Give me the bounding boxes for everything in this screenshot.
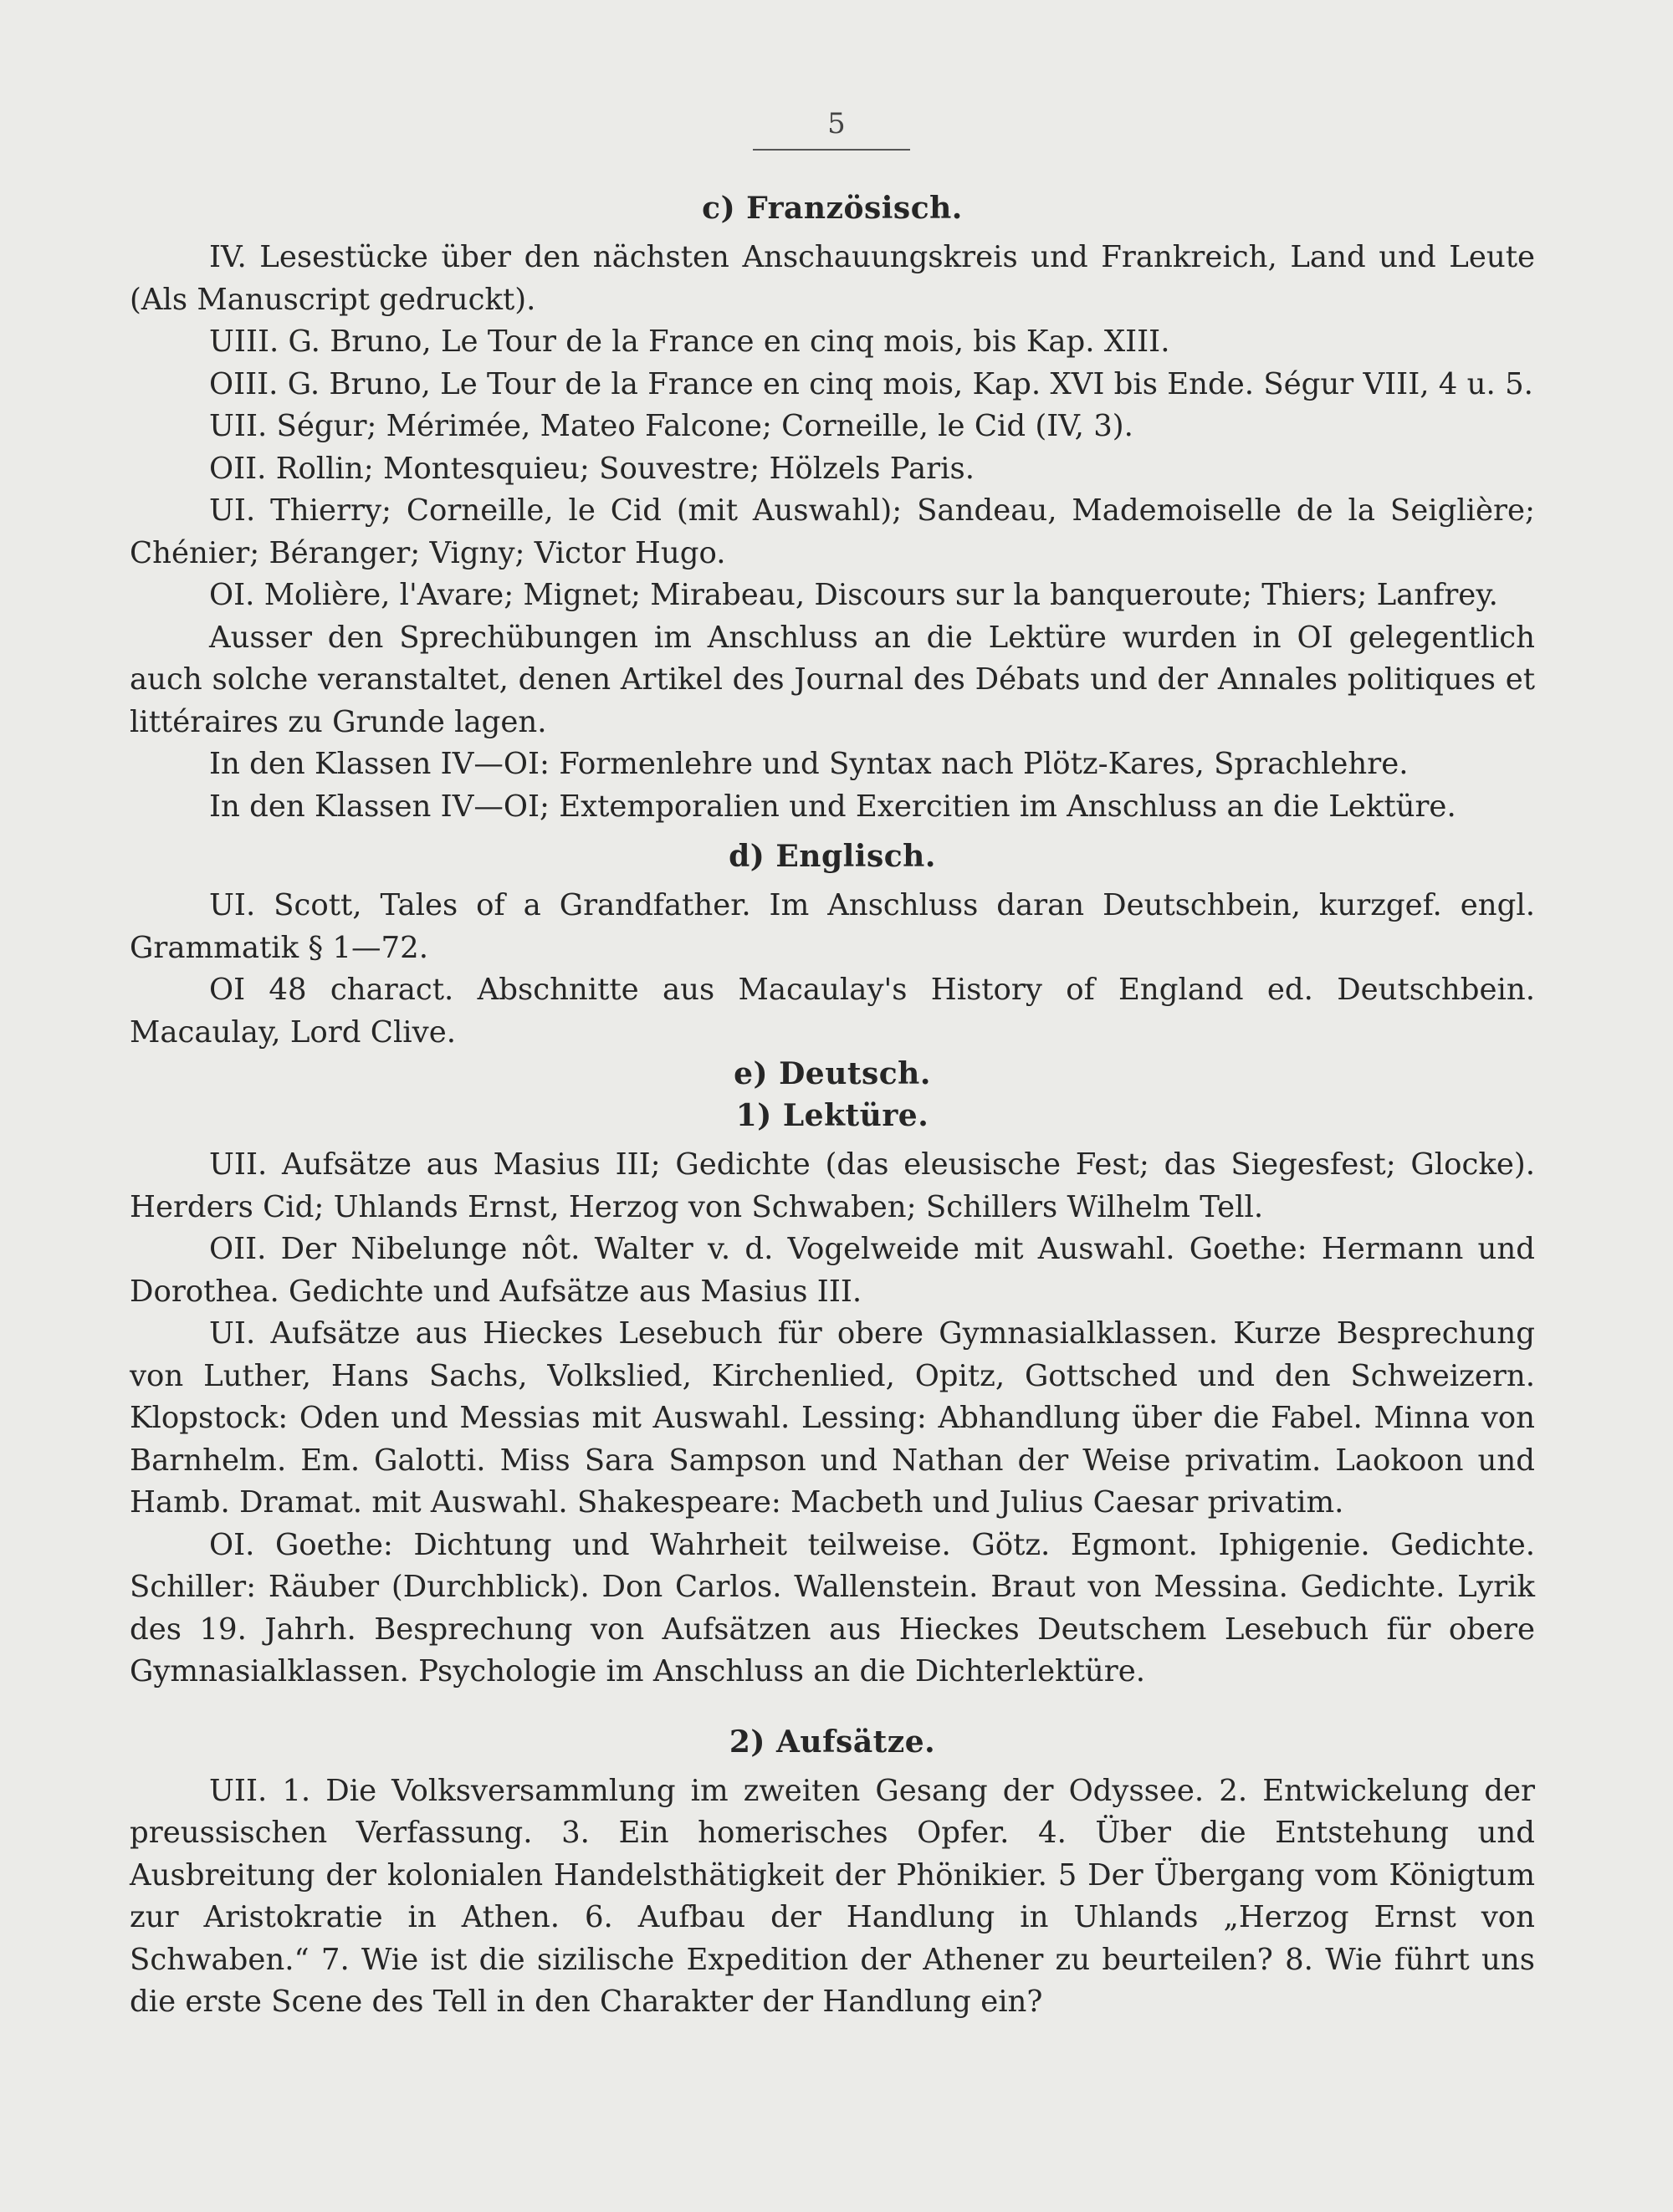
paragraph: UI. Aufsätze aus Hieckes Lesebuch für obere Gymnasialklassen. Kurze Besprechung von Luther, Hans Sachs, Volkslied, Kirchenlied, Opitz, Gottsched und den Schweizern. Klopstock: Oden und Messias mit Auswahl. Lessing: Abhandlung über die Fabel. Minna von Barnhelm. Em. Galotti. Miss Sara Sampson und Nathan der Weise privatim. Laokoon und Hamb. Dramat. mit Auswahl. Shakespeare: Macbeth und Julius Caesar privatim. — [130, 1316, 1535, 1520]
paragraph: OIII. G. Bruno, Le Tour de la France en cinq mois, Kap. XVI bis Ende. Ségur VIII, 4 u. 5. — [209, 366, 1533, 401]
page-number: 5 — [827, 107, 846, 140]
paragraph: Ausser den Sprechübungen im Anschluss an die Lektüre wurden in OI gelegentlich auch solche veranstaltet, denen Artikel des Journal des Débats und der Annales politiques et littéraires zu Grunde lagen. — [130, 620, 1535, 739]
section-heading-french: c) Französisch. — [702, 191, 963, 226]
paragraph: OII. Der Nibelunge nôt. Walter v. d. Vogelweide mit Auswahl. Goethe: Hermann und Dorothea. Gedichte und Aufsätze aus Masius III. — [130, 1232, 1535, 1309]
paragraph: In den Klassen IV—OI: Formenlehre und Syntax nach Plötz-Kares, Sprachlehre. — [209, 747, 1409, 781]
paragraph: OI 48 charact. Abschnitte aus Macaulay's History of England ed. Deutschbein. Macaulay, Lord Clive. — [130, 973, 1535, 1050]
paragraph: OII. Rollin; Montesquieu; Souvestre; Hölzels Paris. — [209, 451, 975, 486]
paragraph: UII. Ségur; Mérimée, Mateo Falcone; Corneille, le Cid (IV, 3). — [209, 409, 1133, 443]
paragraph: OI. Molière, l'Avare; Mignet; Mirabeau, Discours sur la banqueroute; Thiers; Lanfrey. — [209, 578, 1498, 612]
header-rule — [753, 149, 910, 151]
paragraph: UII. Aufsätze aus Masius III; Gedichte (das eleusische Fest; das Siegesfest; Glocke). Herders Cid; Uhlands Ernst, Herzog von Schwaben; Schillers Wilhelm Tell. — [130, 1147, 1535, 1224]
paragraph: UIII. G. Bruno, Le Tour de la France en cinq mois, bis Kap. XIII. — [209, 324, 1170, 359]
section-heading-english: d) Englisch. — [729, 839, 936, 874]
paragraph: UI. Scott, Tales of a Grandfather. Im Anschluss daran Deutschbein, kurzgef. engl. Grammatik § 1—72. — [130, 888, 1535, 965]
subsection-heading-lektuere: 1) Lektüre. — [735, 1098, 929, 1133]
section-heading-german: e) Deutsch. — [734, 1056, 931, 1091]
paragraph: IV. Lesestücke über den nächsten Anschauungskreis und Frankreich, Land und Leute (Als Manuscript gedruckt). — [130, 240, 1535, 317]
paragraph: In den Klassen IV—OI; Extemporalien und Exercitien im Anschluss an die Lektüre. — [209, 789, 1456, 824]
subsection-heading-aufsaetze: 2) Aufsätze. — [729, 1724, 936, 1760]
page-body — [130, 188, 1535, 2024]
paragraph: OI. Goethe: Dichtung und Wahrheit teilweise. Götz. Egmont. Iphigenie. Gedichte. Schiller: Räuber (Durchblick). Don Carlos. Wallenstein. Braut von Messina. Gedichte. Lyrik des 19. Jahrh. Besprechung von Aufsätzen aus Hieckes Deutschem Lesebuch für obere Gymnasialklassen. Psychologie im Anschluss an die Dichterlektüre. — [130, 1527, 1535, 1688]
paragraph: UI. Thierry; Corneille, le Cid (mit Auswahl); Sandeau, Mademoiselle de la Seiglière; Chénier; Béranger; Vigny; Victor Hugo. — [130, 493, 1535, 570]
paragraph: UII. 1. Die Volksversammlung im zweiten Gesang der Odyssee. 2. Entwickelung der preussischen Verfassung. 3. Ein homerisches Opfer. 4. Über die Entstehung und Ausbreitung der kolonialen Handelsthätigkeit der Phönikier. 5 Der Übergang vom Königtum zur Aristokratie in Athen. 6. Aufbau der Handlung in Uhlands „Herzog Ernst von Schwaben.“ 7. Wie ist die sizilische Expedition der Athener zu beurteilen? 8. Wie führt uns die erste Scene des Tell in den Charakter der Handlung ein? — [130, 1773, 1535, 2019]
